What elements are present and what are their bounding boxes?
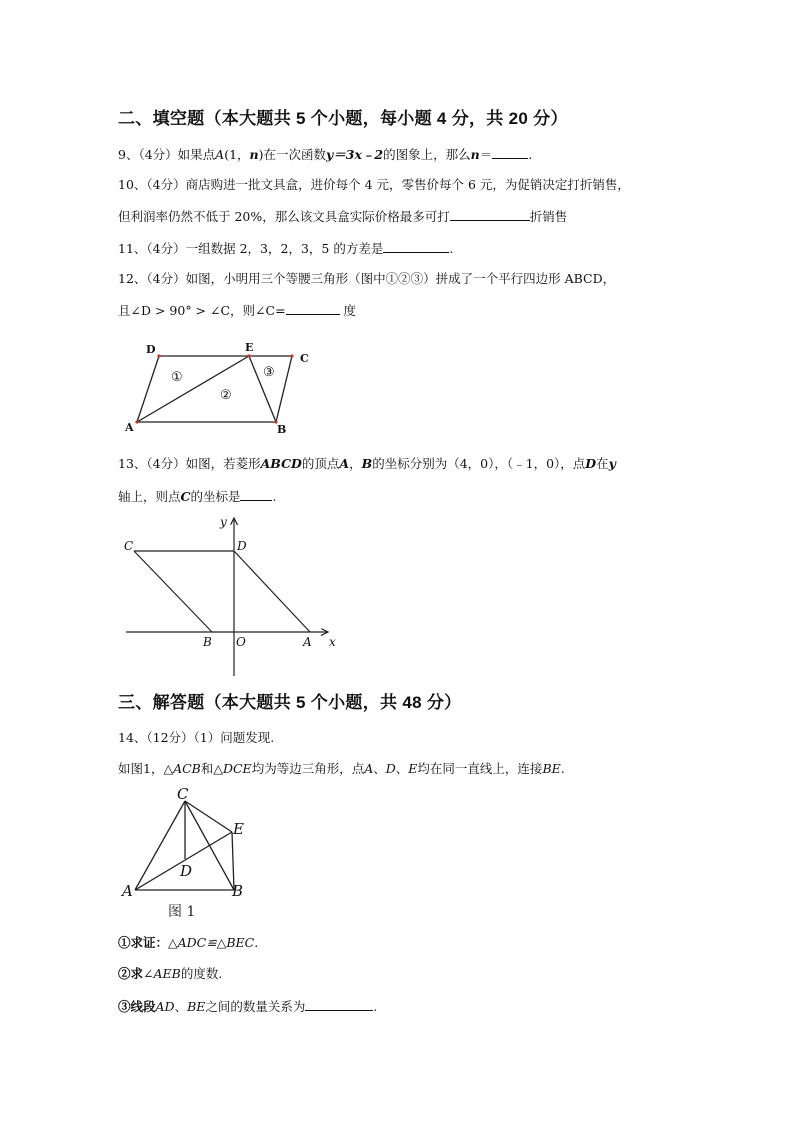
subquestion-3: ③线段AD、BE之间的数量关系为 . [118, 999, 378, 1014]
question-9: 9、（4分）如果点A(1，n)在一次函数y＝3x﹣2的图象上，那么n＝ . [118, 147, 533, 162]
label-E: E [245, 341, 254, 354]
question-13-line2: 轴上，则点C的坐标是 . [118, 489, 277, 504]
edge-DA [234, 551, 310, 632]
question-11: 11、（4分）一组数据 2，3，2，3，5 的方差是 . [118, 241, 454, 256]
edge-CB [276, 356, 292, 422]
answer-blank [305, 998, 373, 1011]
label-C: C [177, 786, 189, 803]
axis-label-y: y [220, 515, 227, 529]
question-10-line1: 10、（4分）商店购进一批文具盒，进价每个 4 元，零售价每个 6 元，为促销决定打折销售， [118, 177, 630, 192]
region-3: ③ [263, 365, 275, 380]
question-10-line2: 但利润率仍然不低于 20%，那么该文具盒实际价格最多可打 折销售 [118, 209, 568, 224]
vertex-dot [135, 420, 138, 423]
vertex-dot [290, 354, 293, 357]
label-D: D [180, 862, 193, 880]
label-O: O [236, 635, 246, 649]
label-E: E [233, 820, 244, 838]
vertex-dot [157, 354, 160, 357]
vertex-dot [247, 354, 250, 357]
label-B: B [277, 423, 287, 436]
edge-CB [134, 551, 212, 632]
question-12-line2: 且∠D > 90° > ∠C，则∠C= 度 [118, 303, 357, 318]
label-C: C [300, 352, 309, 365]
label-D: D [237, 539, 247, 553]
subquestion-1: ①求证：△ADC≌△BEC. [118, 935, 259, 950]
parallelogram-figure [115, 338, 315, 438]
section-title-answer: 三、解答题（本大题共 5 个小题，共 48 分） [118, 693, 462, 712]
label-A: A [303, 635, 312, 649]
region-1: ① [171, 370, 183, 385]
question-13-line1: 13、（4分）如图，若菱形ABCD的顶点A，B的坐标分别为（4，0），（﹣1，0），点D在y [118, 456, 616, 471]
answer-blank [492, 146, 528, 159]
answer-blank [286, 302, 340, 315]
figure-caption: 图 1 [168, 904, 196, 920]
label-D: D [146, 343, 156, 356]
segment-AE [137, 356, 249, 422]
question-12-line1: 12、（4分）如图，小明用三个等腰三角形（图中①②③）拼成了一个平行四边形 ABCD， [118, 271, 616, 286]
edge-AC [135, 801, 185, 890]
subquestion-2: ②求∠AEB的度数. [118, 966, 223, 981]
edge-CE [185, 801, 232, 832]
edge-DA [137, 356, 159, 422]
answer-blank [450, 208, 530, 221]
question-14-head: 14、（12分）（1）问题发现. [118, 730, 275, 745]
label-B: B [232, 882, 244, 900]
section-title-fill-in: 二、填空题（本大题共 5 个小题，每小题 4 分，共 20 分） [118, 109, 568, 128]
axis-label-x: x [329, 635, 336, 649]
region-2: ② [220, 388, 232, 403]
answer-blank [240, 488, 272, 501]
label-C: C [124, 539, 134, 553]
label-A: A [122, 882, 133, 900]
answer-blank [383, 240, 449, 253]
rhombus-coordinate-figure [118, 512, 348, 682]
question-14-desc: 如图1，△ACB和△DCE均为等边三角形，点A、D、E均在同一直线上，连接BE. [118, 761, 565, 776]
label-B: B [203, 635, 212, 649]
label-A: A [125, 421, 134, 434]
equilateral-triangles-figure [118, 786, 258, 922]
